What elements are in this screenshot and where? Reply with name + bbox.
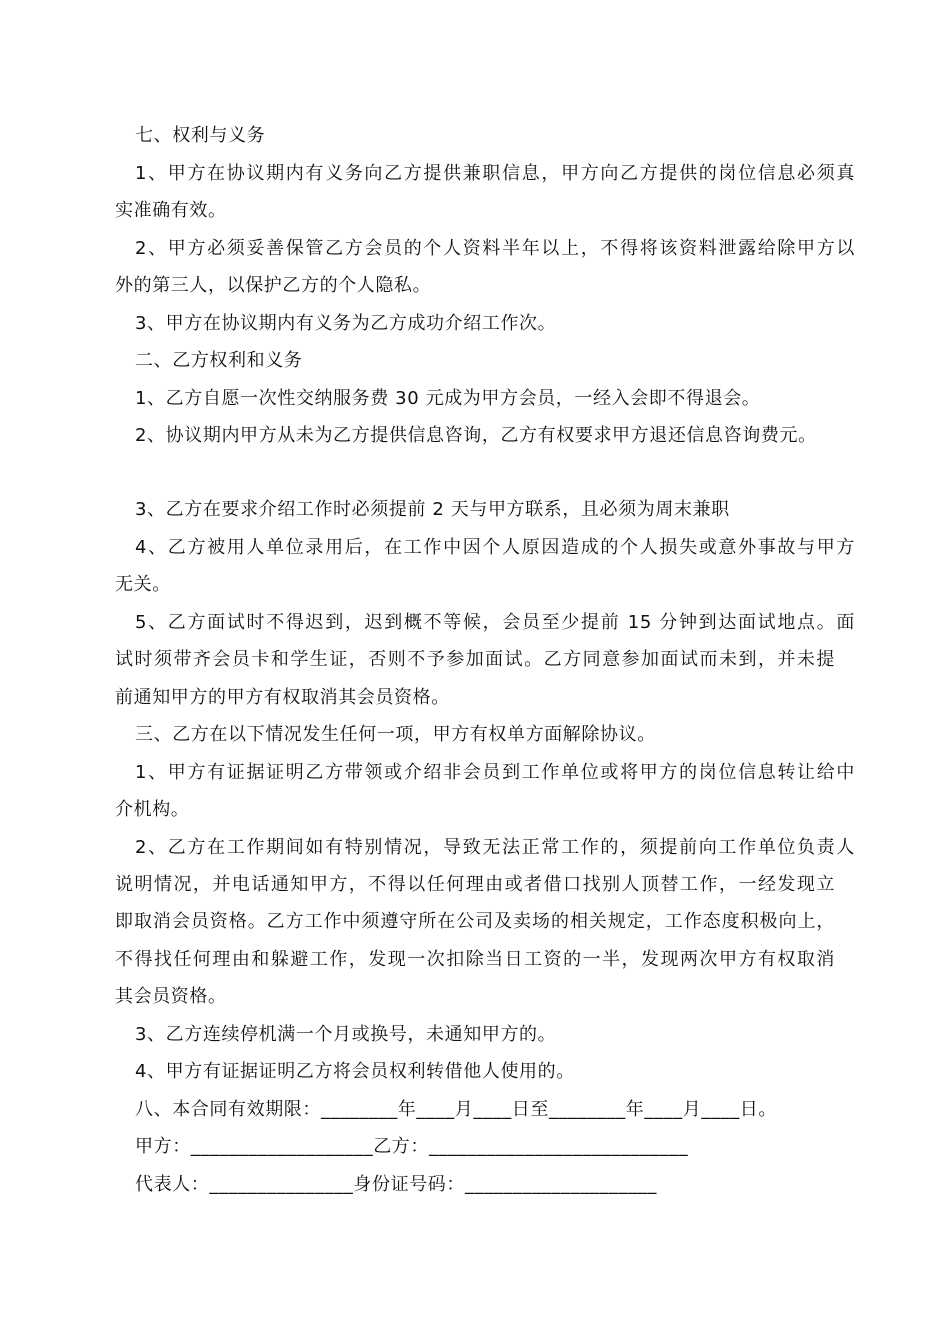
section-heading: 三、乙方在以下情况发生任何一项，甲方有权单方面解除协议。 (135, 724, 656, 745)
paragraph-line: 无关。 (115, 574, 171, 595)
paragraph-line: 4、乙方被用人单位录用后，在工作中因个人原因造成的个人损失或意外事故与甲方 (135, 537, 855, 558)
paragraph-line: 5、乙方面试时不得迟到，迟到概不等候，会员至少提前 15 分钟到达面试地点。面 (135, 612, 855, 633)
paragraph-line: 3、甲方在协议期内有义务为乙方成功介绍工作次。 (135, 313, 557, 334)
paragraph-line: 前通知甲方的甲方有权取消其会员资格。 (115, 687, 450, 708)
paragraph-line: 1、甲方有证据证明乙方带领或介绍非会员到工作单位或将甲方的岗位信息转让给中 (135, 762, 855, 783)
paragraph-line: 试时须带齐会员卡和学生证，否则不予参加面试。乙方同意参加面试而未到，并未提 (115, 649, 835, 670)
paragraph-line: 外的第三人，以保护乙方的个人隐私。 (115, 275, 432, 296)
section-heading: 七、权利与义务 (135, 125, 266, 146)
paragraph-line: 1、甲方在协议期内有义务向乙方提供兼职信息，甲方向乙方提供的岗位信息必须真 (135, 163, 855, 184)
paragraph-line: 4、甲方有证据证明乙方将会员权利转借他人使用的。 (135, 1061, 575, 1082)
paragraph-line: 2、协议期内甲方从未为乙方提供信息咨询，乙方有权要求甲方退还信息咨询费元。 (135, 425, 817, 446)
validity-period-line: 八、本合同有效期限：________年____月____日至________年____月____日。 (135, 1099, 777, 1120)
paragraph-line: 实准确有效。 (115, 200, 227, 221)
paragraph-line: 不得找任何理由和躲避工作，发现一次扣除当日工资的一半，发现两次甲方有权取消 (115, 949, 835, 970)
party-signature-line: 甲方：___________________乙方：___________________________ (135, 1136, 689, 1157)
paragraph-line: 其会员资格。 (115, 986, 227, 1007)
paragraph-line: 介机构。 (115, 799, 190, 820)
paragraph-line: 1、乙方自愿一次性交纳服务费 30 元成为甲方会员，一经入会即不得退会。 (135, 388, 761, 409)
representative-id-line: 代表人：_______________身份证号码：____________________ (135, 1174, 657, 1195)
paragraph-line: 即取消会员资格。乙方工作中须遵守所在公司及卖场的相关规定，工作态度积极向上， (115, 911, 835, 932)
paragraph-line: 2、甲方必须妥善保管乙方会员的个人资料半年以上，不得将该资料泄露给除甲方以 (135, 238, 855, 259)
paragraph-line: 3、乙方连续停机满一个月或换号，未通知甲方的。 (135, 1024, 557, 1045)
paragraph-line: 说明情况，并电话通知甲方，不得以任何理由或者借口找别人顶替工作，一经发现立 (115, 874, 835, 895)
section-heading: 二、乙方权利和义务 (135, 350, 303, 371)
paragraph-line: 3、乙方在要求介绍工作时必须提前 2 天与甲方联系，且必须为周末兼职 (135, 499, 730, 520)
paragraph-line: 2、乙方在工作期间如有特别情况，导致无法正常工作的，须提前向工作单位负责人 (135, 837, 855, 858)
